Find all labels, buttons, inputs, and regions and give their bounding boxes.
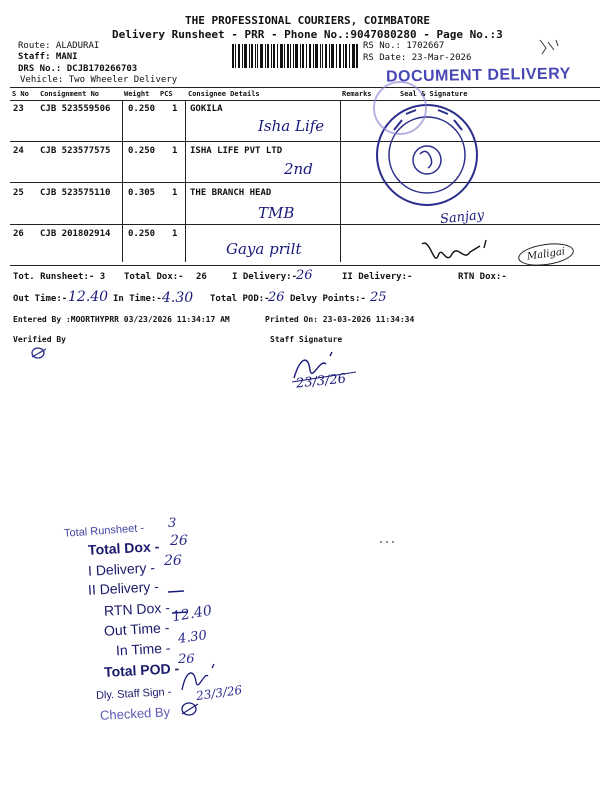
stamp-total-dox: Total Dox -: [87, 538, 160, 558]
stamp-staff-sign-date: 23/3/26: [195, 682, 244, 704]
stamp-in-time: In Time -: [115, 639, 171, 659]
row-pcs: 1: [172, 188, 178, 198]
in-time-label: In Time:-: [113, 294, 162, 304]
out-time-label: Out Time:-: [13, 294, 68, 304]
row-weight: 0.250: [128, 229, 156, 239]
stamp-checked-signature: [178, 700, 202, 722]
header-seal: Seal & Signature: [400, 90, 468, 98]
out-time-value: 12.40: [68, 289, 109, 305]
stamp-out-time: Out Time -: [103, 619, 170, 639]
total-pod-label: Total POD:-: [210, 294, 270, 304]
i-delivery-label: I Delivery:-: [232, 272, 298, 282]
stamp-ii-delivery-dash: [166, 580, 186, 599]
row-remark-handwritten: TMB: [258, 204, 295, 222]
stamp-tot-runsheet-value: 3: [168, 516, 177, 531]
row-consignee: GOKILA: [190, 104, 223, 114]
header-consignment: Consignment No: [40, 90, 100, 98]
row-pcs: 1: [172, 104, 178, 114]
i-delivery-value: 26: [296, 268, 313, 283]
row-sno: 26: [13, 229, 24, 239]
stamp-out-time-value: 12.40: [170, 602, 214, 626]
total-pod-value: 26: [268, 290, 285, 305]
signature-row26: [420, 236, 500, 276]
violet-seal-stamp: [370, 78, 430, 142]
row-consignment: CJB 523575110: [40, 188, 111, 198]
stamp-ii-delivery: II Delivery -: [87, 578, 160, 598]
in-time-value: 4.30: [162, 290, 194, 306]
row-weight: 0.305: [128, 188, 156, 198]
header-sno: S No: [12, 90, 29, 98]
row-weight: 0.250: [128, 146, 156, 156]
verified-by-label: Verified By: [13, 335, 66, 344]
ii-delivery-label: II Delivery:-: [342, 272, 413, 282]
row-remark-handwritten: Isha Life: [258, 117, 325, 135]
scan-mark: [378, 530, 398, 549]
row-consignment: CJB 523577575: [40, 146, 111, 156]
stamp-checked-by: Checked By: [99, 704, 171, 723]
stamp-total-dox-value: 26: [170, 533, 188, 549]
runsheet-title: Delivery Runsheet - PRR - Phone No.:9047080280 - Page No.:3: [112, 28, 503, 41]
row-sno: 25: [13, 188, 24, 198]
entered-by: Entered By :MOORTHYPRR 03/23/2026 11:34:17 AM: [13, 315, 230, 324]
staff-label: Staff: MANI: [18, 52, 78, 62]
stamp-rtn-dox: RTN Dox -: [103, 599, 171, 619]
company-title: THE PROFESSIONAL COURIERS, COIMBATORE: [185, 14, 431, 27]
stamp-tot-runsheet: Total Runsheet -: [63, 522, 145, 540]
delvy-points-value: 25: [370, 290, 387, 305]
total-dox-label: Total Dox:-: [124, 272, 184, 282]
barcode-image: [232, 44, 358, 68]
vehicle-label: Vehicle: Two Wheeler Delivery: [20, 75, 178, 85]
drs-label: DRS No.: DCJB170266703: [18, 64, 138, 74]
printed-on: Printed On: 23-03-2026 11:34:34: [265, 315, 415, 324]
seal-signature-row25: Sanjay: [439, 207, 485, 228]
stamp-i-delivery-value: 26: [164, 553, 182, 569]
header-remarks: Remarks: [342, 90, 372, 98]
header-consignee: Consignee Details: [188, 90, 260, 98]
row-remark-handwritten: 2nd: [284, 160, 313, 178]
delvy-points-label: Delvy Points:-: [290, 294, 366, 304]
stamp-total-pod: Total POD -: [103, 660, 180, 680]
stamp-total-pod-value: 26: [178, 652, 195, 667]
row-sno: 24: [13, 146, 24, 156]
row-consignment: CJB 201802914: [40, 229, 111, 239]
rs-date: RS Date: 23-Mar-2026: [363, 53, 472, 63]
row-remark-handwritten: Gaya prilt: [226, 240, 302, 258]
rtn-note-text: Maligai: [526, 246, 566, 263]
tot-runsheet: Tot. Runsheet:- 3: [13, 272, 106, 282]
header-weight: Weight: [124, 90, 150, 98]
row-pcs: 1: [172, 229, 178, 239]
row-weight: 0.250: [128, 104, 156, 114]
corner-mark-icon: [536, 36, 562, 62]
route-label: Route: ALADURAI: [18, 41, 100, 51]
row-consignee: THE BRANCH HEAD: [190, 188, 272, 198]
stamp-staff-sign: Dly. Staff Sign -: [95, 686, 172, 702]
header-pcs: PCS: [160, 90, 173, 98]
rtn-dox-label: RTN Dox:-: [458, 272, 507, 282]
staff-sign-date: 23/3/26: [295, 371, 347, 392]
total-dox-value: 26: [196, 272, 207, 282]
row-sno: 23: [13, 104, 24, 114]
staff-signature-label: Staff Signature: [270, 335, 343, 344]
row-consignee: ISHA LIFE PVT LTD: [190, 146, 283, 156]
rs-number: RS No.: 1702667: [363, 41, 445, 51]
stamp-in-time-value: 4.30: [177, 628, 208, 647]
row-pcs: 1: [172, 146, 178, 156]
verified-signature: [28, 345, 50, 365]
document-delivery-stamp: DOCUMENT DELIVERY: [385, 65, 571, 86]
row-consignment: CJB 523559506: [40, 104, 111, 114]
stamp-i-delivery: I Delivery -: [87, 559, 156, 579]
